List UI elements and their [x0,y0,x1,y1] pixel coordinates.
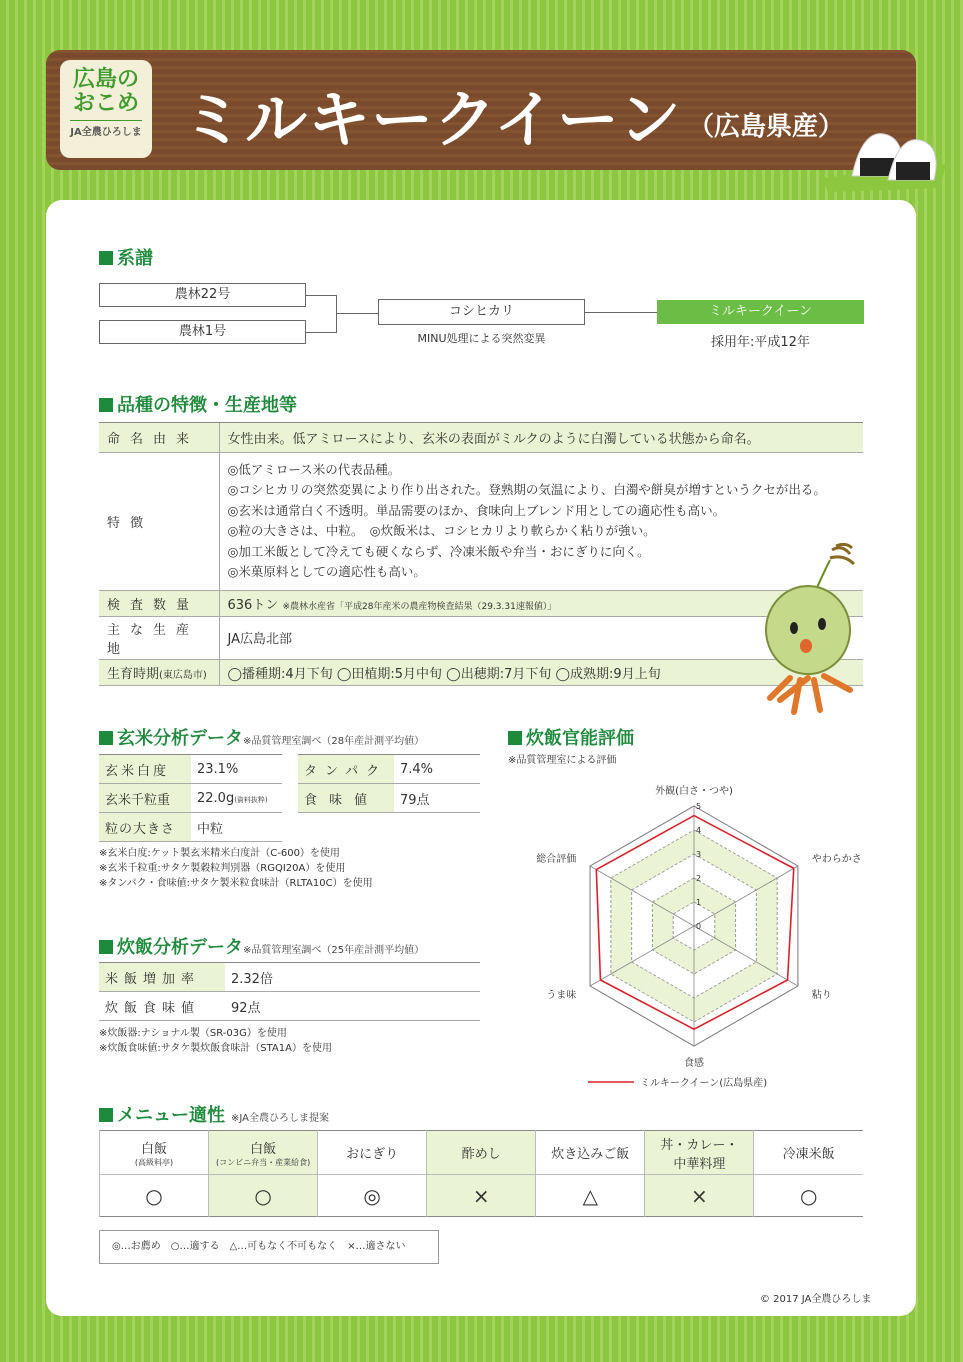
data-row: 粒の大きさ 中粒 [99,813,282,842]
menu-item-name: おにぎり [346,1147,399,1162]
radar-tick-label: 5 [696,802,702,811]
menu-item-mark: ○ [100,1175,209,1217]
feature-value: ◯播種期:4月下旬 ◯田植期:5月中旬 ◯出穂期:7月下旬 ◯成熟期:9月上旬 [219,659,863,685]
feature-label: 生育時期 [107,666,160,682]
radar-category-label: 外観(白さ・つや) [655,786,733,797]
radar-tick-label: 1 [696,898,702,907]
menu-item-6 [754,1131,863,1175]
data-row: 食味値 79点 [298,784,480,813]
menu-item-name: 酢めし [461,1147,501,1162]
lineage-middle-note: MINU処理による突然変異 [417,332,546,345]
trait-line: ◎コシヒカリの突然変異により作り出された。登熟期の気温により、白濁や餅臭が増すというクセが出る。 [227,482,826,497]
logo-line2: おこめ [72,91,139,116]
logo [60,60,152,158]
radar-tick-label: 2 [696,874,702,883]
menu-item-name: 丼・カレー・ [660,1137,739,1153]
feature-label: 検査数量 [99,590,219,616]
data-row: 玄米千粒重 22.0g(資料抜粋) [99,784,282,813]
mascot-illustration [760,540,870,718]
lineage-adopted: 採用年:平成12年 [711,335,810,350]
cooked-rice-table [99,962,480,1021]
radar-tick-label: 0 [696,922,702,931]
logo-line1: 広島の [72,67,139,92]
radar-category-label: やわらかさ [811,854,862,865]
menu-item-3 [427,1131,536,1175]
copyright: © 2017 JA全農ひろしま [760,1294,872,1305]
menu-item-name: 炊き込みご飯 [551,1147,630,1162]
menu-item-5 [645,1131,754,1175]
data-row: 玄米白度 23.1% [99,755,282,784]
brown-rice-table-right [298,754,480,813]
menu-item-sub: (コンビニ弁当・産業給食) [215,1157,311,1167]
feature-row-naming [99,423,863,452]
menu-item-sub: 中華料理 [673,1156,726,1172]
data-row: タンパク 7.4% [298,755,480,784]
feature-label-note: (東広島市) [159,669,207,681]
feature-row-region [99,616,863,659]
trait-line: ◎粒の大きさは、中粒。 ◎炊飯米は、コシヒカリより軟らかく粘りが強い。 [227,523,656,538]
menu-item-0 [100,1131,209,1175]
feature-label: 特徴 [99,452,219,590]
feature-row-inspection [99,590,863,616]
brown-rice-table-left [99,754,282,842]
menu-item-mark: ○ [209,1175,318,1217]
radar-chart [508,770,868,1100]
feature-row-traits [99,452,863,590]
trait-line: ◎玄米は通常白く不透明。単品需要のほか、食味向上ブレンド用としての適応性も高い。 [227,502,726,518]
menu-item-mark: ○ [754,1175,863,1217]
lineage-parent1: 農林22号 [99,283,306,307]
section-title-cooked-rice: 炊飯分析データ※品質管理室調べ（25年産計測平均値） [99,933,424,959]
menu-item-name: 白飯 [141,1141,168,1157]
menu-item-name: 白飯 [250,1141,277,1157]
feature-row-growth [99,659,863,685]
feature-value: JA広島北部 [219,616,863,659]
menu-item-4 [536,1131,645,1175]
menu-item-mark: × [645,1175,754,1217]
menu-item-2 [318,1131,427,1175]
logo-sub: JA全農ひろしま [70,120,142,138]
menu-legend: ◎…お薦め ○…適する △…可もなく不可もなく ×…適さない [99,1230,439,1264]
lineage-middle: コシヒカリ [378,299,585,325]
feature-note: ※農林水産省「平成28年産米の農産物検査結果（29.3.31速報値）」 [282,601,557,612]
feature-value: 636トン [227,597,279,613]
trait-line: ◎低アミロース米の代表品種。 [227,461,401,477]
trait-line: ◎米菓原料としての適応性も高い。 [227,564,426,579]
menu-item-mark: △ [536,1175,645,1217]
section-title-sensory: 炊飯官能評価 [508,724,634,750]
feature-label: 命名由来 [99,423,219,452]
trait-line: ◎加工米飯として冷えても硬くならず、冷凍米飯や弁当・おにぎりに向く。 [227,543,650,559]
rice-ball-illustration [822,118,946,194]
menu-item-name: 冷凍米飯 [782,1147,835,1162]
menu-item-mark: ◎ [318,1175,427,1217]
section-title-lineage: 系譜 [99,244,153,270]
menu-item-mark: × [427,1175,536,1217]
features-table [99,422,863,686]
radar-category-label: 食感 [684,1058,704,1069]
menu-item-sub: (高級料亭) [134,1157,174,1167]
menu-item-1 [209,1131,318,1175]
sensory-note: ※品質管理室による評価 [508,755,617,766]
radar-category-label: 総合評価 [536,854,577,865]
radar-legend-label: ミルキークイーン(広島県産) [640,1078,768,1089]
section-title-menu: メニュー適性 ※JA全農ひろしま提案 [99,1101,329,1127]
lineage-parent2: 農林1号 [99,320,306,344]
section-title-features: 品種の特徴・生産地等 [99,391,297,417]
radar-tick-label: 3 [696,850,702,859]
radar-category-label: うま味 [546,990,577,1001]
page-title: ミルキークイーン [182,83,682,156]
data-row: 炊飯食味値 92点 [99,992,480,1021]
feature-value: 女性由来。低アミロースにより、玄米の表面がミルクのように白濁している状態から命名。 [219,423,863,452]
data-row: 米飯増加率 2.32倍 [99,963,480,992]
radar-tick-label: 4 [696,826,702,835]
section-title-brown-rice: 玄米分析データ※品質管理室調べ（28年産計測平均値） [99,724,424,750]
lineage-result: ミルキークイーン [657,300,864,324]
feature-label: 主な生産地 [99,616,219,659]
brown-rice-footnotes: ※玄米白度:ケット製玄米精米白度計（C-600）を使用 ※玄米千粒重:サタケ製穀粒判別器（RGQI20A）を使用 ※タンパク・食味値:サタケ製米粒食味計（RLTA10C）を使用 [99,848,373,889]
cooked-rice-footnotes: ※炊飯器:ナショナル製（SR-03G）を使用 ※炊飯食味値:サタケ製炊飯食味計（STA1A）を使用 [99,1028,332,1054]
radar-category-label: 粘り [811,990,832,1001]
menu-table [99,1130,863,1217]
page-subtitle: （広島県産） [688,112,845,142]
